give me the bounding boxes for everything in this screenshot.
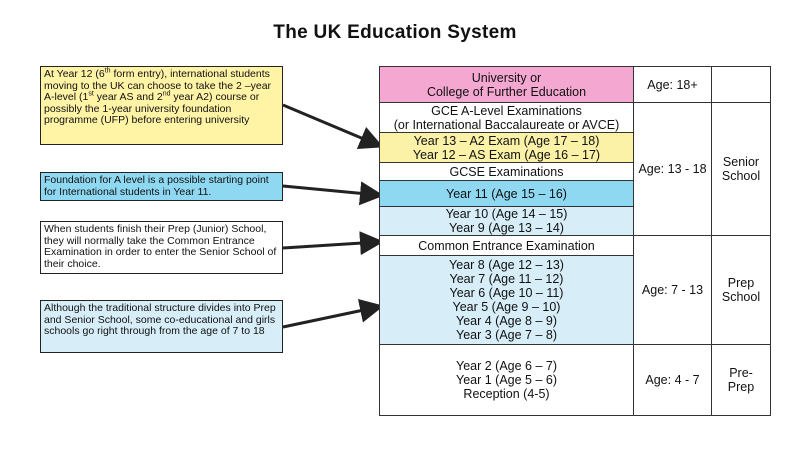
year10: Year 10 (Age 14 – 15) [445,207,568,221]
school-prep-line-2: School [721,290,761,304]
age-senior-text: Age: 13 - 18 [638,162,707,176]
arrow-structure [283,307,378,327]
school-university [711,66,771,103]
year5: Year 5 (Age 9 – 10) [452,300,561,314]
school-prep-line-1: Prep [727,276,755,290]
cell-common-entrance [379,235,634,256]
gcse: GCSE Examinations [449,164,564,179]
arrow-common-entrance [283,242,378,248]
cell-gcse [379,162,634,181]
arrow-foundation [283,186,378,195]
year4: Year 4 (Age 8 – 9) [456,314,557,328]
age-university [633,66,712,103]
year11: Year 11 (Age 15 – 16) [446,186,567,201]
note-structure-text: Although the traditional structure divides into Prep and Senior School, some co-educational and girls schools go right through from the age of 7 to 18 [44,302,276,338]
age-senior [633,102,712,236]
year7: Year 7 (Age 11 – 12) [449,272,564,286]
school-preprep [711,344,771,416]
school-prep [711,235,771,345]
age-preprep-text: Age: 4 - 7 [645,373,700,387]
year13: Year 13 – A2 Exam (Age 17 – 18) [413,133,600,148]
note-common-entrance-text: When students finish their Prep (Junior) School, they will normally take the Common Entrance Examination in order to enter the Senior School of their choice. [44,223,277,270]
school-preprep-line-2: Prep [727,380,755,394]
cell-prep-years [379,255,634,345]
year3: Year 3 (Age 7 – 8) [456,328,557,342]
year12: Year 12 – AS Exam (Age 16 – 17) [412,147,601,162]
year9: Year 9 (Age 13 – 14) [449,221,564,235]
school-preprep-line-1: Pre- [729,366,753,380]
reception: Reception (4-5) [463,387,550,401]
cell-year11 [379,180,634,207]
age-prep [633,235,712,345]
gce-line-2: (or International Baccalaureate or AVCE) [393,117,620,132]
note-year12-text: At Year 12 (6th form entry), international students moving to the UK can choose to take the 2 –year A-level (1st year AS and 2nd year A2) course or possibly the 1-year university foundation programme (UFP) before entering university [44,67,272,127]
university-line-1: University or [471,70,542,85]
cell-university [379,66,634,103]
cell-year13-12 [379,132,634,163]
year1: Year 1 (Age 5 – 6) [456,373,557,387]
year6: Year 6 (Age 10 – 11) [449,286,564,300]
cell-year10-9 [379,206,634,236]
school-senior-line-2: School [721,169,761,183]
gce-line-1: GCE A-Level Examinations [431,103,582,118]
cell-gce [379,102,634,133]
cell-preprep-years [379,344,634,416]
age-university-text: Age: 18+ [647,77,698,92]
year8: Year 8 (Age 12 – 13) [449,258,564,272]
note-foundation-text: Foundation for A level is a possible starting point for International students in Year 11. [44,174,269,198]
age-prep-text: Age: 7 - 13 [641,283,704,297]
arrow-year12 [283,105,378,145]
school-senior [711,102,771,236]
year2: Year 2 (Age 6 – 7) [456,359,557,373]
age-preprep [633,344,712,416]
page-title: The UK Education System [273,22,517,43]
common-entrance: Common Entrance Examination [418,238,595,253]
school-senior-line-1: Senior [722,155,760,169]
university-line-2: College of Further Education [426,84,587,99]
